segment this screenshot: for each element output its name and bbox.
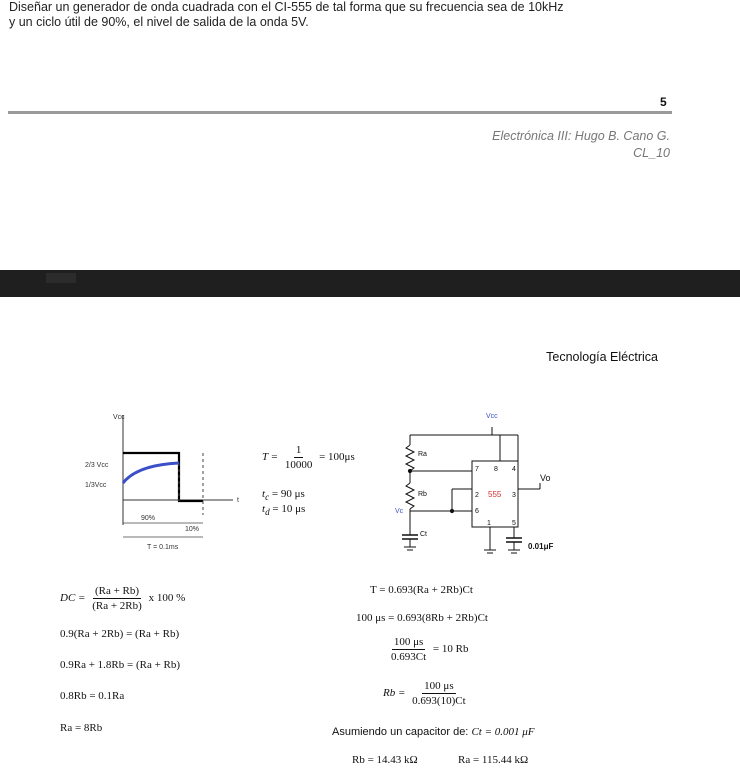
vc-label: Vc	[395, 508, 404, 515]
capacitor-charge-curve	[123, 463, 179, 483]
circuit-555-diagram	[390, 405, 590, 570]
pin-7: 7	[475, 466, 479, 473]
period-eq-lhs: T =	[262, 451, 279, 464]
period-eq-den: 10000	[284, 459, 313, 471]
td-value: = 10 μs	[272, 503, 306, 516]
times-equations: $t_c = 90$ μs $t_d = 10$ μs	[262, 488, 306, 518]
right-eq-3-num: 100 μs	[393, 636, 424, 648]
rb-label: Rb	[418, 491, 427, 498]
ra-label: Ra	[418, 451, 427, 458]
output-square-wave	[123, 453, 203, 501]
pin-3: 3	[512, 492, 516, 499]
right-eq-3-rhs: = 10 Rb	[432, 643, 469, 656]
page-number: 5	[660, 95, 667, 109]
waveform-diagram	[55, 405, 255, 555]
period-eq-num: 1	[295, 444, 302, 456]
right-eq-4	[383, 680, 470, 707]
right-eq-3	[387, 636, 468, 663]
problem-line-2: y un ciclo útil de 90%, el nivel de salida de la onda 5V.	[9, 15, 309, 29]
left-eq-4: 0.8Rb = 0.1Ra	[60, 690, 125, 702]
vcc-label: Vcc	[113, 414, 125, 421]
dc-num: (Ra + Rb)	[94, 585, 140, 597]
footer-rule	[8, 111, 672, 114]
capacitor-assumption	[332, 726, 535, 738]
pin-2: 2	[475, 492, 479, 499]
pin-5: 5	[512, 520, 516, 527]
dc-lhs: DC =	[60, 592, 86, 605]
problem-line-1: Diseñar un generador de onda cuadrada con el CI-555 de tal forma que su frecuencia sea de 10kHz	[9, 0, 564, 14]
left-eq-5: Ra = 8Rb	[60, 722, 103, 734]
period-equation	[262, 444, 355, 471]
duty-high-label: 90%	[141, 515, 156, 522]
left-eq-3: 0.9Ra + 1.8Rb = (Ra + Rb)	[60, 659, 181, 671]
pin-1: 1	[487, 520, 491, 527]
subject-header: Tecnología Eléctrica	[546, 350, 658, 364]
duty-low-label: 10%	[185, 526, 200, 533]
author-block	[492, 128, 670, 162]
assume-value: Ct = 0.001 μF	[471, 726, 535, 738]
tc-value: = 90 μs	[271, 488, 305, 500]
author-name: Electrónica III: Hugo B. Cano G.	[492, 129, 670, 143]
pin-4: 4	[512, 466, 516, 473]
course-code: CL_10	[633, 146, 670, 160]
assume-text: Asumiendo un capacitor de:	[332, 726, 469, 738]
one-third-vcc-label: 1/3Vcc	[85, 482, 107, 489]
period-label: T = 0.1ms	[147, 544, 179, 551]
right-eq-2: 100 μs = 0.693(8Rb + 2Rb)Ct	[356, 612, 488, 624]
resistor-rb	[406, 483, 414, 509]
rb-result: Rb = 14.43 kΩ	[352, 754, 418, 766]
left-eq-2: 0.9(Ra + 2Rb) = (Ra + Rb)	[60, 628, 180, 640]
period-eq-rhs: = 100μs	[319, 451, 355, 464]
resistor-ra	[406, 445, 414, 471]
right-eq-3-den: 0.693Ct	[391, 651, 427, 663]
right-eq-4-num: 100 μs	[424, 680, 454, 692]
right-eq-4-den: 0.693(10)Ct	[412, 695, 466, 707]
ra-result: Ra = 115.44 kΩ	[458, 754, 529, 766]
two-thirds-vcc-label: 2/3 Vcc	[85, 462, 109, 469]
pin-6: 6	[475, 508, 479, 515]
vo-label: Vo	[540, 473, 551, 483]
pin-8: 8	[494, 466, 498, 473]
problem-statement	[9, 0, 729, 30]
ct-label: Ct	[420, 531, 427, 538]
duty-cycle-equation	[60, 585, 185, 612]
dc-tail: x 100 %	[148, 592, 186, 605]
time-axis-label: t	[237, 497, 239, 504]
dc-den: (Ra + 2Rb)	[92, 600, 142, 612]
right-eq-1: T = 0.693(Ra + 2Rb)Ct	[370, 584, 473, 596]
page-separator-band	[0, 270, 740, 297]
ic-555-label: 555	[488, 490, 502, 499]
control-cap-label: 0.01μF	[528, 542, 554, 551]
circuit-vcc-label: Vcc	[486, 413, 498, 420]
right-eq-4-lhs: Rb =	[383, 687, 406, 700]
